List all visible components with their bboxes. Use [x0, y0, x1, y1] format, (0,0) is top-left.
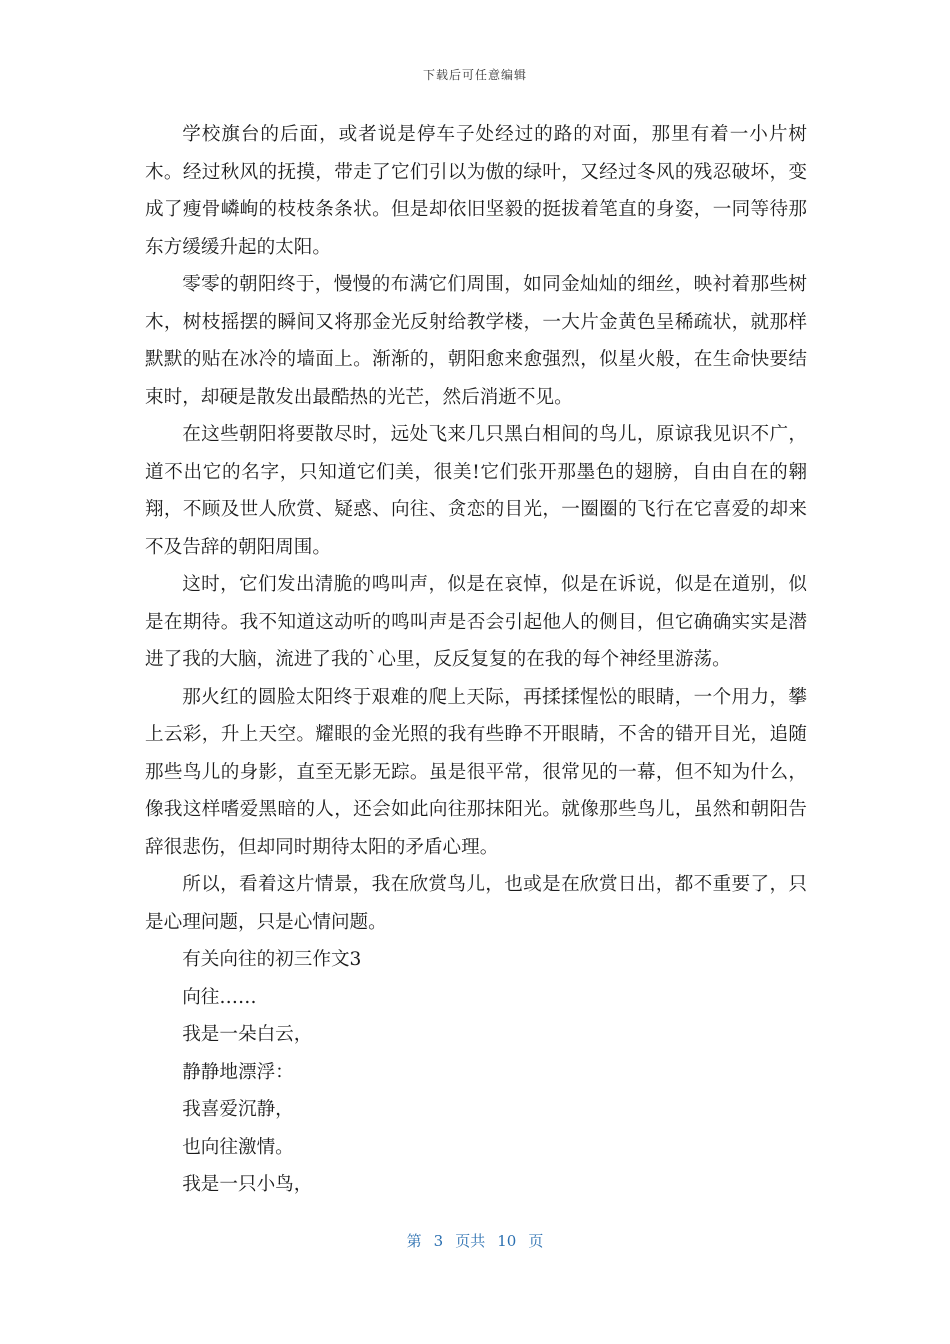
- paragraph: 那火红的圆脸太阳终于艰难的爬上天际，再揉揉惺忪的眼睛，一个用力，攀上云彩，升上天空。耀眼的金光照的我有些睁不开眼睛，不舍的错开目光，追随那些鸟儿的身影，直至无影无踪。虽是很平常，很常见的一幕，但不知为什么，像我这样嗜爱黑暗的人，还会如此向往那抹阳光。就像那些鸟儿，虽然和朝阳告辞很悲伤，但却同时期待太阳的矛盾心理。: [145, 686, 807, 858]
- paragraph: 学校旗台的后面，或者说是停车子处经过的路的对面，那里有着一小片树木。经过秋风的抚摸，带走了它们引以为傲的绿叶，又经过冬风的残忍破坏，变成了瘦骨嶙峋的枝枝条条状。但是却依旧坚毅的挺拔着笔直的身姿，一同等待那东方缓缓升起的太阳。: [145, 124, 807, 258]
- paragraph: 零零的朝阳终于，慢慢的布满它们周围，如同金灿灿的细丝，映衬着那些树木，树枝摇摆的瞬间又将那金光反射给教学楼，一大片金黄色呈稀疏状，就那样默默的贴在冰冷的墙面上。渐渐的，朝阳愈来愈强烈，似星火般，在生命快要结束时，却硬是散发出最酷热的光芒，然后消逝不见。: [145, 274, 807, 408]
- page-number-footer: [0, 1230, 950, 1251]
- poem-line: 我是一只小鸟，: [182, 1174, 313, 1195]
- footer-current-page: 3: [433, 1232, 444, 1250]
- paragraph: 在这些朝阳将要散尽时，远处飞来几只黑白相间的鸟儿，原谅我见识不广，道不出它的名字，只知道它们美，很美!它们张开那墨色的翅膀，自由自在的翱翔，不顾及世人欣赏、疑惑、向往、贪恋的目光，一圈圈的飞行在它喜爱的却来不及告辞的朝阳周围。: [145, 424, 807, 558]
- paragraph: 所以，看着这片情景，我在欣赏鸟儿，也或是在欣赏日出，都不重要了，只是心理问题，只是心情问题。: [145, 874, 807, 933]
- poem-line: 也向往激情。: [182, 1136, 294, 1158]
- section-title: 有关向往的初三作文3: [182, 949, 362, 970]
- poem-line: 我喜爱沉静，: [182, 1099, 294, 1120]
- poem-line: 我是一朵白云，: [182, 1024, 313, 1045]
- page-header-note: 下载后可任意编辑: [422, 68, 527, 82]
- footer-total-pages: 10: [497, 1232, 517, 1250]
- document-body: [145, 116, 807, 1204]
- poem-line: 向往……: [182, 986, 257, 1008]
- paragraph: 这时，它们发出清脆的鸣叫声，似是在哀悼，似是在诉说，似是在道别，似是在期待。我不知道这动听的鸣叫声是否会引起他人的侧目，但它确确实实是潜进了我的大脑，流进了我的`心里，反反复复的在我的每个神经里游荡。: [145, 574, 807, 670]
- poem-line: 静静地漂浮：: [182, 1061, 294, 1083]
- footer-prefix: 第: [406, 1232, 422, 1250]
- footer-suffix: 页: [528, 1232, 544, 1250]
- footer-middle: 页共: [455, 1232, 486, 1250]
